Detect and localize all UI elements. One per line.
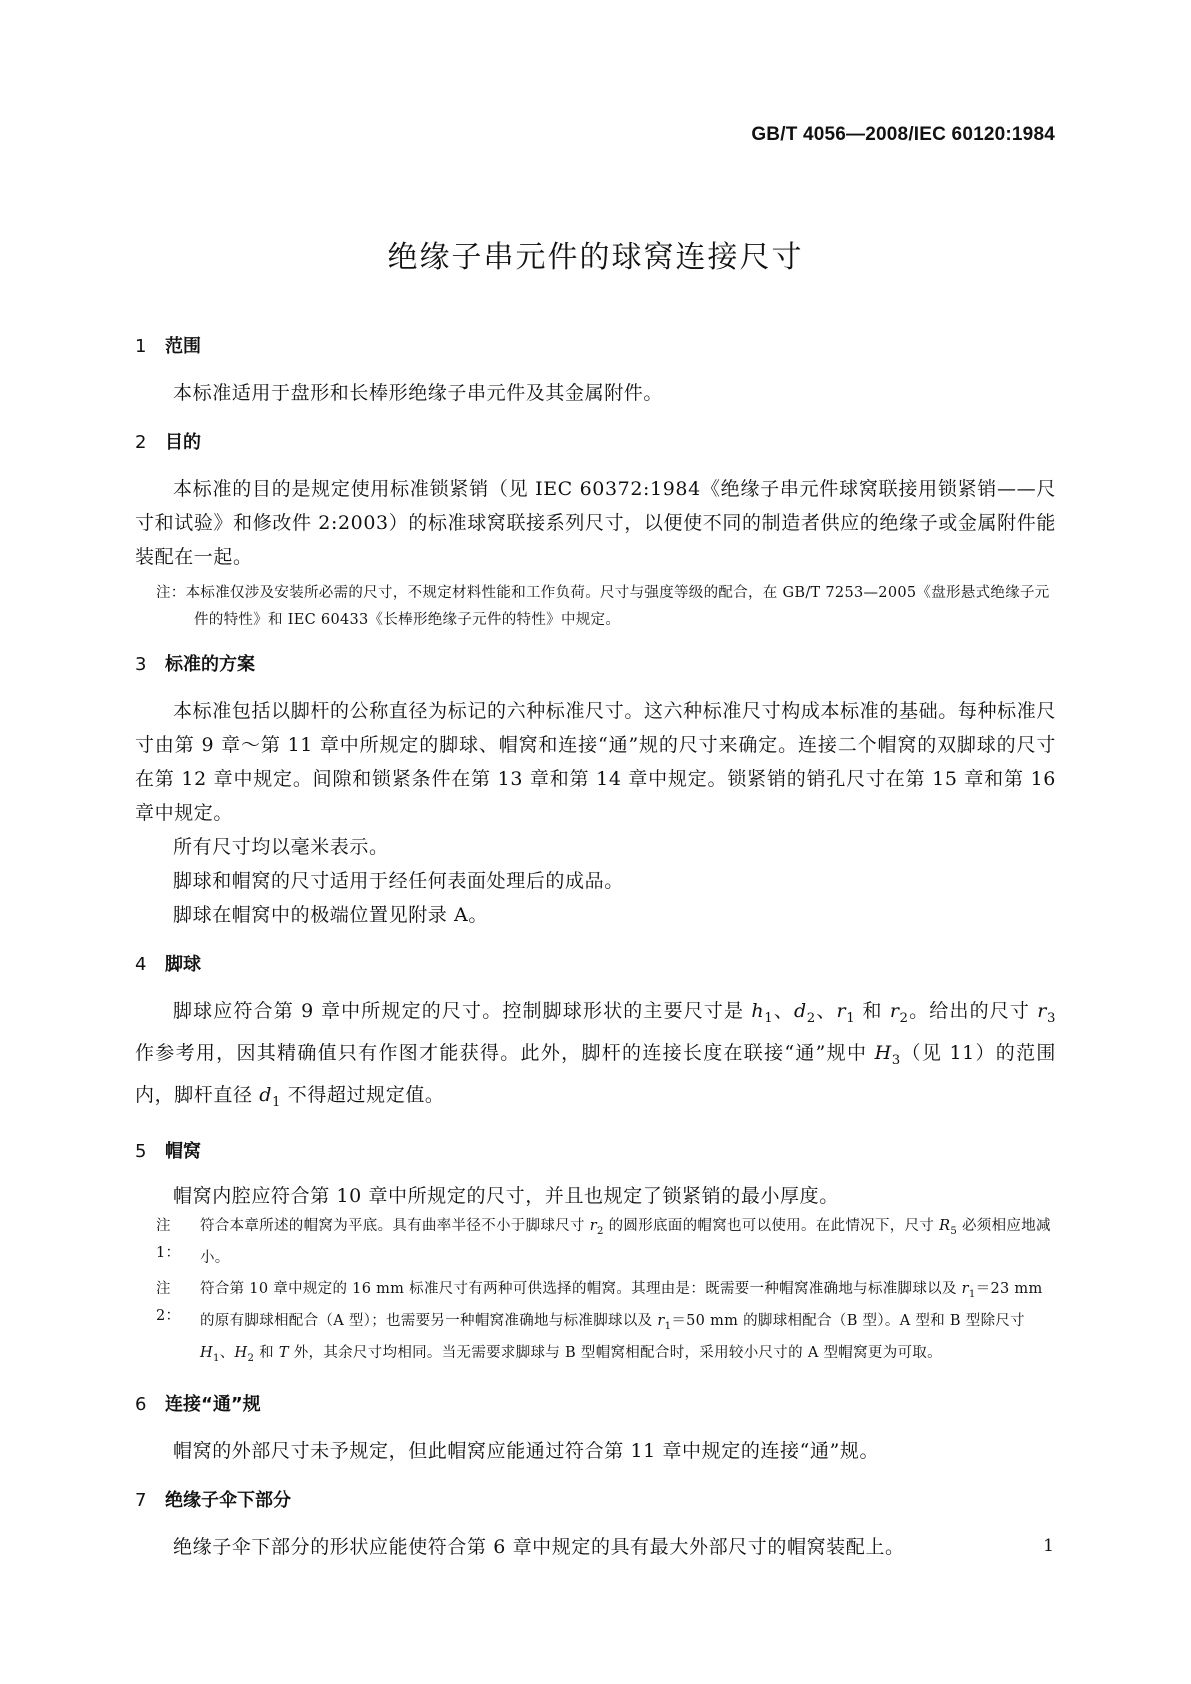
section-heading-6: 6 连接“通”规 [135, 1393, 261, 1415]
section-3-line-finish: 脚球和帽窝的尺寸适用于经任何表面处理后的成品。 [173, 870, 624, 892]
section-6-paragraph: 帽窝的外部尺寸未予规定，但此帽窝应能通过符合第 11 章中规定的连接“通”规。 [173, 1439, 880, 1462]
section-heading-3: 3 标准的方案 [135, 654, 255, 675]
section-2-paragraph: 本标准的目的是规定使用标准锁紧销（见 IEC 60372:1984《绝缘子串元件球窝联接用锁紧销——尺寸和试验》和修改件 2:2003）的标准球窝联接系列尺寸，以便使不同的制造者供应的绝缘子或金属附件能装配在一起。 [135, 478, 1056, 568]
section-heading-1: 1 范围 [135, 336, 201, 357]
section-2-note: 注：本标准仅涉及安装所必需的尺寸，不规定材料性能和工作负荷。尺寸与强度等级的配合，在 GB/T 7253—2005《盘形悬式绝缘子元件的特性》和 IEC 60433《长棒形绝缘子元件的特性》中规定。 [156, 585, 1050, 628]
section-7-paragraph: 绝缘子伞下部分的形状应能使符合第 6 章中规定的具有最大外部尺寸的帽窝装配上。 [173, 1535, 905, 1558]
section-heading-2: 2 目的 [135, 432, 201, 453]
section-5-note-1: 注 1： 符合本章所述的帽窝为平底。具有曲率半径不小于脚球尺寸 $r_2$ 的圆形底面的帽窝也可以使用。在此情况下，尺寸 $R_5$ 必须相应地减小。 [156, 1218, 1051, 1267]
section-4-paragraph: 脚球应符合第 9 章中所规定的尺寸。控制脚球形状的主要尺寸是 $h_1$、$d_2$、$r_1$ 和 $r_2$。给出的尺寸 $r_3$ 作参考用，因其精确值只有作图才能获得。此外，脚杆的连接长度在联接“通”规中 $H_3$（见 11）的范围内，脚杆直径 $d_1$ 不得超过规定值。 [135, 1000, 1057, 1110]
page-number: 1 [1043, 1536, 1054, 1556]
section-heading-4: 4 脚球 [135, 954, 201, 975]
section-3-line-units: 所有尺寸均以毫米表示。 [173, 836, 389, 858]
section-heading-7: 7 绝缘子伞下部分 [135, 1489, 291, 1511]
standard-number-header: GB/T 4056—2008/IEC 60120:1984 [751, 124, 1055, 145]
section-3-paragraph: 本标准包括以脚杆的公称直径为标记的六种标准尺寸。这六种标准尺寸构成本标准的基础。每种标准尺寸由第 9 章～第 11 章中所规定的脚球、帽窝和连接“通”规的尺寸来确定。连接二个帽窝的双脚球的尺寸在第 12 章中规定。间隙和锁紧条件在第 13 章和第 14 章中规定。锁紧销的销孔尺寸在第 15 章和第 16 章中规定。 [135, 700, 1056, 824]
section-1-paragraph: 本标准适用于盘形和长棒形绝缘子串元件及其金属附件。 [173, 382, 664, 404]
section-5-paragraph: 帽窝内腔应符合第 10 章中所规定的尺寸，并且也规定了锁紧销的最小厚度。 [173, 1185, 839, 1208]
section-3-line-annex: 脚球在帽窝中的极端位置见附录 A。 [173, 904, 488, 926]
document-body [135, 332, 1056, 1564]
section-5-note-2: 注 2： 符合第 10 章中规定的 16 mm 标准尺寸有两种可供选择的帽窝。其理由是：既需要一种帽窝准确地与标准脚球以及 $r_1=23$ mm 的原有脚球相配合（A 型）；也需要另一种帽窝准确地与标准脚球以及 $r_1=50$ mm 的脚球相配合（B 型）。A 型和 B 型除尺寸 $H_1$、$H_2$ 和 T 外，其余尺寸均相同。当无需要求脚球与 B 型帽窝相配合时，采用较小尺寸的 A 型帽窝更为可取。 [156, 1281, 1043, 1364]
section-heading-5: 5 帽窝 [135, 1141, 201, 1163]
document-title: 绝缘子串元件的球窝连接尺寸 [387, 240, 804, 275]
